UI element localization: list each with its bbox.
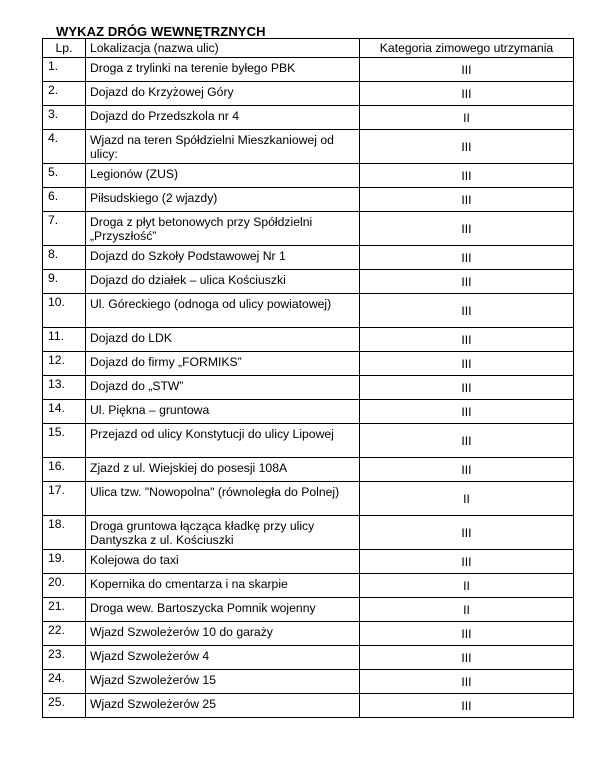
document-title: WYKAZ DRÓG WEWNĘTRZNYCH [56, 24, 266, 39]
table-row [43, 458, 574, 482]
table-row [43, 58, 574, 82]
road-location: Ulica tzw. "Nowopolna" (równoległa do Polnej) [86, 482, 360, 516]
winter-category: III [360, 622, 574, 646]
row-number: 13. [43, 376, 86, 400]
road-location: Ul. Góreckiego (odnoga od ulicy powiatowej) [86, 294, 360, 328]
road-location: Dojazd do Przedszkola nr 4 [86, 106, 360, 130]
winter-category: II [360, 106, 574, 130]
winter-category: III [360, 328, 574, 352]
row-number: 19. [43, 550, 86, 574]
winter-category: III [360, 82, 574, 106]
header-lp: Lp. [43, 39, 86, 58]
winter-category: III [360, 212, 574, 246]
row-number: 9. [43, 270, 86, 294]
row-number: 7. [43, 212, 86, 246]
header-category: Kategoria zimowego utrzymania [360, 39, 574, 58]
table-row [43, 516, 574, 550]
winter-category: III [360, 400, 574, 424]
road-location: Dojazd do działek – ulica Kościuszki [86, 270, 360, 294]
row-number: 6. [43, 188, 86, 212]
winter-category: III [360, 130, 574, 164]
winter-category: III [360, 670, 574, 694]
road-location: Piłsudskiego (2 wjazdy) [86, 188, 360, 212]
table-row [43, 670, 574, 694]
road-location: Dojazd do „STW” [86, 376, 360, 400]
winter-category: III [360, 694, 574, 718]
row-number: 12. [43, 352, 86, 376]
row-number: 15. [43, 424, 86, 458]
row-number: 3. [43, 106, 86, 130]
roads-table [42, 38, 574, 718]
row-number: 1. [43, 58, 86, 82]
winter-category: III [360, 550, 574, 574]
table-row [43, 164, 574, 188]
table-row [43, 694, 574, 718]
table-row [43, 188, 574, 212]
row-number: 23. [43, 646, 86, 670]
winter-category: II [360, 598, 574, 622]
road-location: Dojazd do LDK [86, 328, 360, 352]
road-location: Dojazd do firmy „FORMIKS” [86, 352, 360, 376]
winter-category: III [360, 246, 574, 270]
row-number: 20. [43, 574, 86, 598]
table-row [43, 574, 574, 598]
row-number: 8. [43, 246, 86, 270]
table-row [43, 400, 574, 424]
road-location: Przejazd od ulicy Konstytucji do ulicy Lipowej [86, 424, 360, 458]
road-location: Dojazd do Krzyżowej Góry [86, 82, 360, 106]
road-location: Kolejowa do taxi [86, 550, 360, 574]
table-row [43, 646, 574, 670]
winter-category: II [360, 482, 574, 516]
table-row [43, 106, 574, 130]
winter-category: III [360, 424, 574, 458]
road-location: Legionów (ZUS) [86, 164, 360, 188]
road-location: Wjazd Szwoleżerów 15 [86, 670, 360, 694]
table-row [43, 294, 574, 328]
road-location: Droga z trylinki na terenie byłego PBK [86, 58, 360, 82]
winter-category: III [360, 58, 574, 82]
table-row [43, 82, 574, 106]
table-row [43, 424, 574, 458]
table-row [43, 270, 574, 294]
road-location: Droga wew. Bartoszycka Pomnik wojenny [86, 598, 360, 622]
road-location: Wjazd Szwoleżerów 4 [86, 646, 360, 670]
row-number: 2. [43, 82, 86, 106]
row-number: 18. [43, 516, 86, 550]
row-number: 4. [43, 130, 86, 164]
row-number: 11. [43, 328, 86, 352]
table-row [43, 130, 574, 164]
table-row [43, 622, 574, 646]
road-location: Wjazd Szwoleżerów 25 [86, 694, 360, 718]
row-number: 24. [43, 670, 86, 694]
table-row [43, 328, 574, 352]
winter-category: III [360, 376, 574, 400]
table-row [43, 352, 574, 376]
road-location: Zjazd z ul. Wiejskiej do posesji 108A [86, 458, 360, 482]
winter-category: III [360, 270, 574, 294]
table-row [43, 598, 574, 622]
row-number: 21. [43, 598, 86, 622]
table-row [43, 376, 574, 400]
winter-category: III [360, 188, 574, 212]
table-header-row [43, 39, 574, 58]
winter-category: II [360, 574, 574, 598]
row-number: 16. [43, 458, 86, 482]
row-number: 25. [43, 694, 86, 718]
road-location: Ul. Piękna – gruntowa [86, 400, 360, 424]
road-location: Kopernika do cmentarza i na skarpie [86, 574, 360, 598]
winter-category: III [360, 294, 574, 328]
winter-category: III [360, 458, 574, 482]
road-location: Dojazd do Szkoły Podstawowej Nr 1 [86, 246, 360, 270]
table-row [43, 482, 574, 516]
table-body [43, 58, 574, 718]
winter-category: III [360, 352, 574, 376]
winter-category: III [360, 516, 574, 550]
table-row [43, 212, 574, 246]
winter-category: III [360, 164, 574, 188]
header-location: Lokalizacja (nazwa ulic) [86, 39, 360, 58]
row-number: 17. [43, 482, 86, 516]
winter-category: III [360, 646, 574, 670]
row-number: 5. [43, 164, 86, 188]
row-number: 22. [43, 622, 86, 646]
row-number: 14. [43, 400, 86, 424]
road-location: Droga gruntowa łącząca kładkę przy ulicy Dantyszka z ul. Kościuszki [86, 516, 360, 550]
road-location: Droga z płyt betonowych przy Spółdzielni „Przyszłość” [86, 212, 360, 246]
table-row [43, 246, 574, 270]
road-location: Wjazd na teren Spółdzielni Mieszkaniowej od ulicy: [86, 130, 360, 164]
road-location: Wjazd Szwoleżerów 10 do garaży [86, 622, 360, 646]
table-row [43, 550, 574, 574]
row-number: 10. [43, 294, 86, 328]
